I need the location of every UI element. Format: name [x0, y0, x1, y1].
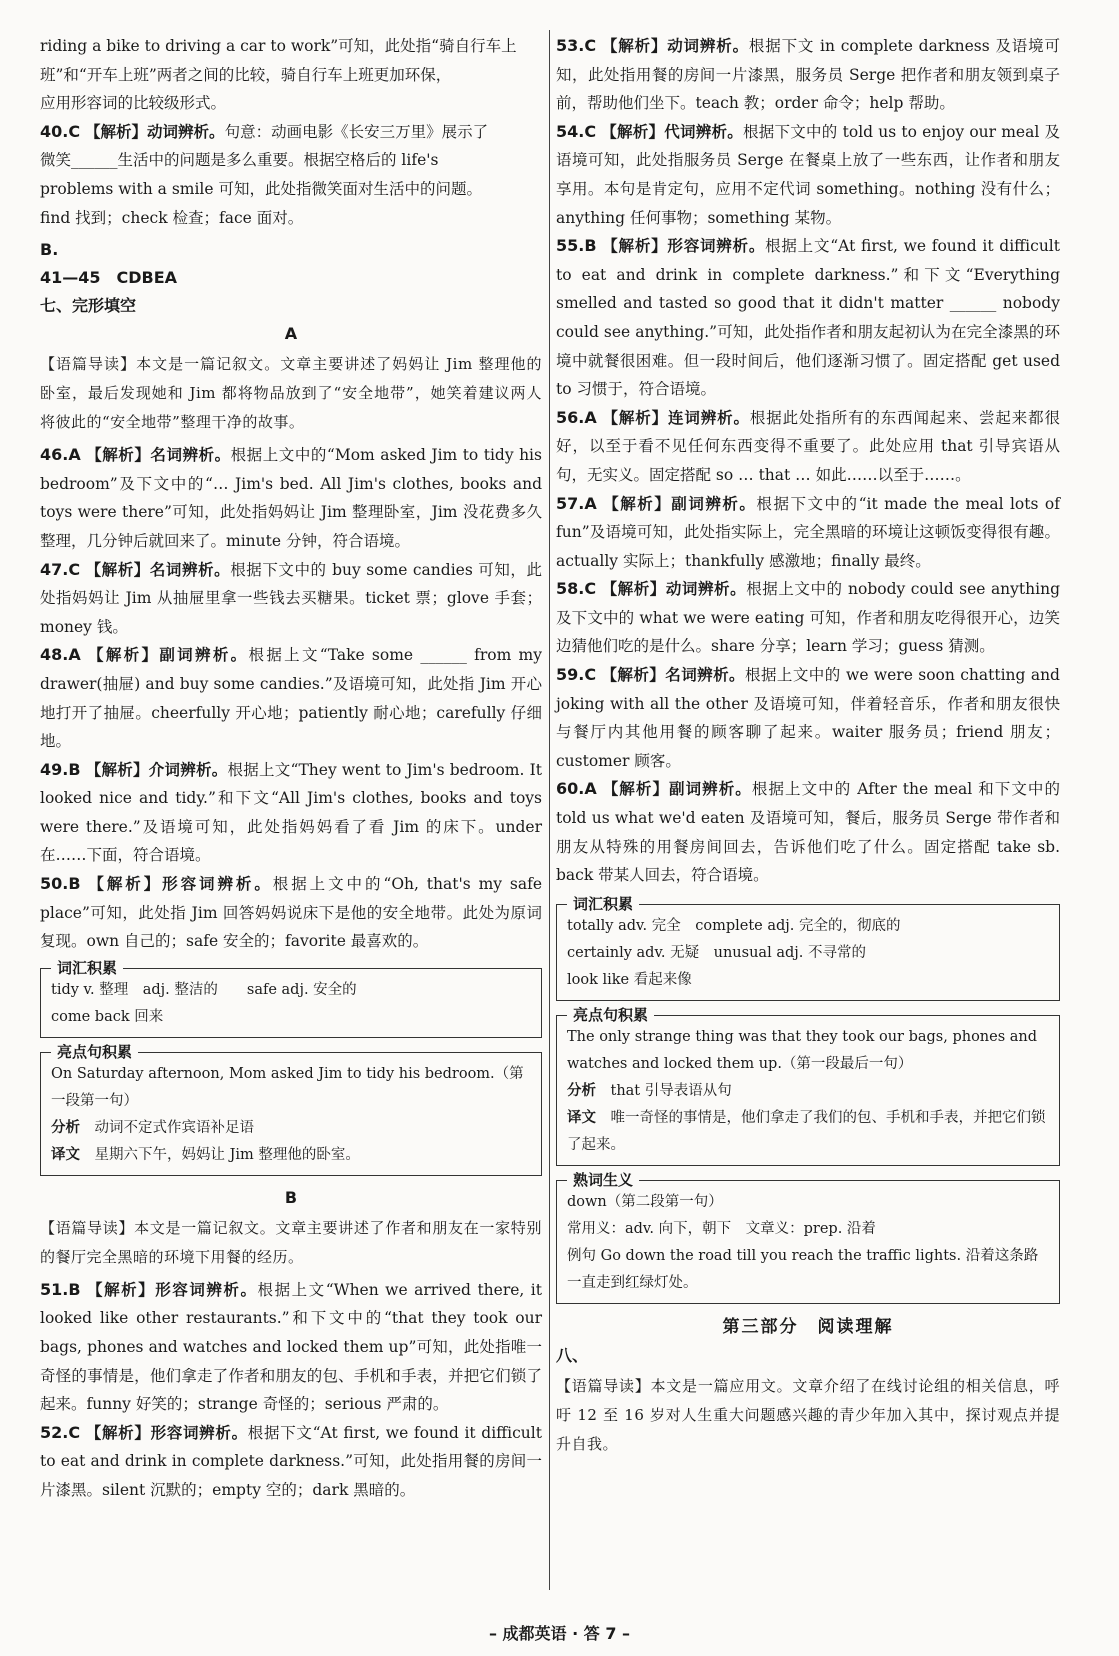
analysis-type: 形容词辨析。 — [150, 1423, 248, 1442]
answer-number: 57.A — [556, 493, 597, 513]
vocab-row: tidy v. 整理 adj. 整洁的 safe adj. 安全的 — [51, 981, 357, 998]
passage-a-label: A — [284, 324, 298, 344]
answer-item-53 — [556, 32, 1060, 118]
translation-label: 译文 — [567, 1109, 596, 1126]
answer-number: 56.A — [556, 407, 597, 427]
answer-item-47 — [40, 556, 542, 642]
word-row: 例句 Go down the road till you reach the traffic lights. 沿着这条路一直走到红绿灯处。 — [567, 1247, 1039, 1291]
analysis-tag: 【解析】 — [602, 408, 669, 427]
analysis-type: 形容词辨析。 — [162, 875, 273, 894]
analysis-type: 副词辨析。 — [159, 646, 249, 665]
analysis-tag: 【解析】 — [85, 122, 148, 141]
answer-number: 58.C — [556, 579, 597, 599]
analysis-text: 根据上文“At first, we found it difficult to eat and drink in complete darkness.”和下文“Everything smelled and tasted so good that it didn't matter ______ nobody could see anything.”可知，此处指作者和朋友起初认为在完全漆黑的环境中就餐很困难。但一段时间后，他们逐渐习惯了。固定搭配 get used to 习惯于，符合语境。 — [556, 237, 1060, 399]
passage-a-guide: 【语篇导读】本文是一篇记叙文。文章主要讲述了妈妈让 Jim 整理他的卧室，最后发现她和 Jim 都将物品放到了“安全地带”，她笑着建议两人将彼此的“安全地带”整理干净的故事。 — [40, 355, 542, 432]
section-8-guide: 【语篇导读】本文是一篇应用文。文章介绍了在线讨论组的相关信息，呼吁 12 至 16 岁对人生重大问题感兴趣的青少年加入其中，探讨观点并提升自我。 — [556, 1376, 1060, 1453]
analysis-tag: 【解析】 — [601, 666, 666, 685]
word-row: down（第二段第一句） — [567, 1193, 723, 1210]
answer-number: 59.C — [556, 665, 597, 685]
analysis-type: 名词辨析。 — [149, 560, 231, 579]
analysis-text: 根据此处指所有的东西闻起来、尝起来都很好，以至于看不见任何东西变得不重要了。此处应用 that 引导宾语从句，无实义。固定搭配 so … that … 如此……以至于……。 — [556, 408, 1060, 484]
analysis-tag: 【解析】 — [602, 237, 668, 256]
analysis-text: 微笑______生活中的问题是多么重要。根据空格后的 life's — [40, 151, 439, 170]
analysis-text: 根据下文中的 buy some candies 可知，此处指妈妈让 Jim 从抽屉里拿一些钱去买糖果。ticket 票；glove 手套；money 钱。 — [40, 560, 542, 636]
analysis-type: 形容词辨析。 — [155, 1280, 258, 1299]
analysis-label: 分析 — [567, 1082, 596, 1099]
analysis-text: 根据上文“They went to Jim's bedroom. It looked nice and tidy.”和下文“All Jim's clothes, books and toys were there.”及语境可知，此处指妈妈看了看 Jim 的床下。under 在……下面，符合语境。 — [40, 760, 542, 865]
sentence-box-a — [40, 1042, 542, 1176]
analysis-text: 根据下文中的 told us to enjoy our meal 及语境可知，此处指服务员 Serge 在餐桌上放了一些东西，让作者和朋友享用。本句是肯定句，应用不定代词 something。nothing 没有什么；anything 任何事物；something 某物。 — [556, 122, 1060, 227]
analysis-note: 动词不定式作宾语补足语 — [94, 1119, 254, 1136]
translation-text: 星期六下午，妈妈让 Jim 整理他的卧室。 — [94, 1146, 360, 1163]
column-divider — [549, 30, 550, 1590]
analysis-tag: 【解析】 — [86, 446, 151, 465]
intro-line: 应用形容词的比较级形式。 — [40, 94, 227, 113]
analysis-text: 根据下文 in complete darkness 及语境可知，此处指用餐的房间一片漆黑，服务员 Serge 把作者和朋友领到桌子前，帮助他们坐下。teach 教；order 命令；help 帮助。 — [556, 37, 1060, 113]
analysis-text: 根据上文中的 nobody could see anything 及下文中的 what we were eating 可知，作者和朋友吃得很开心，边笑边猜他们吃的是什么。share 分享；learn 学习；guess 猜测。 — [556, 580, 1060, 656]
highlight-sentence: The only strange thing was that they took our bags, phones and watches and locked them up.（第一段最后一句） — [567, 1028, 1038, 1072]
answer-item-55 — [556, 232, 1060, 404]
analysis-tag: 【解析】 — [85, 1423, 151, 1442]
analysis-text: find 找到；check 检查；face 面对。 — [40, 208, 304, 227]
analysis-text: 根据上文中的 After the meal 和下文中的 told us what we'd eaten 及语境可知，餐后，服务员 Serge 带作者和朋友从特殊的用餐房间回去，告诉他们吃了什么。固定搭配 take sb. back 带某人回去，符合语境。 — [556, 780, 1060, 885]
answer-item-58 — [556, 575, 1060, 661]
analysis-tag: 【解析】 — [601, 580, 666, 599]
analysis-text: problems with a smile 可知，此处指微笑面对生活中的问题。 — [40, 179, 482, 198]
answers-41-45: 41—45 CDBEA — [40, 268, 178, 288]
translation-text: 唯一奇怪的事情是，他们拿走了我们的包、手机和手表，并把它们锁了起来。 — [567, 1109, 1046, 1153]
analysis-text: 根据上文中的“Oh, that's my safe place”可知，此处指 Jim 回答妈妈说床下是他的安全地带。此处为原词复现。own 自己的；safe 安全的；favorite 最喜欢的。 — [40, 875, 542, 951]
answer-number: 40.C — [40, 121, 81, 141]
answer-number: 51.B — [40, 1279, 81, 1299]
analysis-type: 动词辨析。 — [667, 37, 749, 55]
answer-item-52 — [40, 1419, 542, 1505]
analysis-text: 句意：动画电影《长安三万里》展示了 — [224, 122, 489, 141]
answer-number: 47.C — [40, 559, 81, 579]
analysis-text: 根据上文“Take some ______ from my drawer(抽屉) and buy some candies.”及语境可知，此处指 Jim 开心地打开了抽屉。cheerfully 开心地；patiently 耐心地；carefully 仔细地。 — [40, 646, 542, 751]
analysis-type: 名词辨析。 — [150, 446, 231, 465]
answer-item-60 — [556, 775, 1060, 889]
answer-number: 48.A — [40, 645, 81, 665]
analysis-tag: 【解析】 — [601, 122, 665, 141]
analysis-type: 副词辨析。 — [669, 780, 752, 799]
answer-item-50 — [40, 870, 542, 956]
analysis-type: 名词辨析。 — [665, 666, 745, 685]
analysis-type: 动词辨析。 — [147, 122, 225, 141]
page-footer: – 成都英语 · 答 7 – — [488, 1624, 631, 1643]
section-7-title: 七、完形填空 — [40, 296, 137, 316]
answer-number: 54.C — [556, 121, 597, 141]
answer-number: 53.C — [556, 36, 597, 55]
answer-number: 52.C — [40, 1422, 81, 1442]
answer-number: 46.A — [40, 445, 81, 465]
analysis-type: 连词辨析。 — [668, 408, 750, 427]
word-meaning-box — [556, 1170, 1060, 1304]
word-row: 常用义：adv. 向下，朝下 文章义：prep. 沿着 — [567, 1220, 876, 1237]
analysis-tag: 【解析】 — [85, 560, 150, 579]
box-title: 词汇积累 — [567, 894, 639, 914]
highlight-sentence: On Saturday afternoon, Mom asked Jim to tidy his bedroom.（第一段第一句） — [51, 1065, 524, 1109]
analysis-label: 分析 — [51, 1119, 80, 1136]
passage-b-label: B — [284, 1187, 298, 1207]
box-title: 亮点句积累 — [567, 1005, 654, 1025]
answer-item-57 — [556, 490, 1060, 576]
analysis-text: 根据上文“When we arrived there, it looked like other restaurants.”和下文中的“that they took our bags, phones and watches and locked them up”可知，此处指唯一奇怪的事情是，他们拿走了作者和朋友的包、手机和手表，并把它们锁了起来。funny 好笑的；strange 奇怪的；serious 严肃的。 — [40, 1280, 542, 1414]
answer-number: 60.A — [556, 779, 597, 799]
answer-item-40 — [40, 118, 542, 232]
answer-item-49 — [40, 756, 542, 870]
analysis-type: 动词辨析。 — [665, 580, 747, 599]
analysis-type: 介词辨析。 — [148, 760, 228, 779]
answer-item-51 — [40, 1276, 542, 1419]
answer-number: 50.B — [40, 874, 81, 894]
answer-item-56 — [556, 404, 1060, 490]
answer-item-54 — [556, 118, 1060, 232]
analysis-text: 根据上文中的“Mom asked Jim to tidy his bedroom”及下文中的“… Jim's bed. All Jim's clothes, books and toys were there”可知，此处指妈妈让 Jim 整理卧室，Jim 没花费多久整理，几分钟后就回来了。minute 分钟，符合语境。 — [40, 446, 542, 550]
vocab-box-b — [556, 894, 1060, 1001]
analysis-note: that 引导表语从句 — [610, 1082, 732, 1099]
vocab-row: totally adv. 完全 complete adj. 完全的，彻底的 — [567, 917, 901, 934]
box-title: 熟词生义 — [567, 1170, 639, 1190]
analysis-tag: 【解析】 — [87, 1280, 156, 1299]
translation-label: 译文 — [51, 1146, 80, 1163]
vocab-row: certainly adv. 无疑 unusual adj. 不寻常的 — [567, 944, 866, 961]
part-3-title: 第三部分 阅读理解 — [722, 1316, 894, 1337]
analysis-type: 代词辨析。 — [664, 122, 743, 141]
part-b-label: B. — [40, 240, 59, 260]
analysis-tag: 【解析】 — [602, 780, 670, 799]
analysis-text: 根据下文中的“it made the meal lots of fun”及语境可知，此处指实际上，完全黑暗的环境让这顿饭变得很有趣。actually 实际上；thankfully 感激地；finally 最终。 — [556, 494, 1060, 570]
answer-number: 49.B — [40, 759, 81, 779]
intro-line: 班”和“开车上班”两者之间的比较，骑自行车上班更加环保， — [40, 65, 452, 84]
answer-item-46 — [40, 441, 542, 555]
answer-item-48 — [40, 641, 542, 755]
box-title: 亮点句积累 — [51, 1042, 138, 1062]
right-column — [556, 32, 1060, 1463]
analysis-tag: 【解析】 — [601, 37, 668, 55]
box-title: 词汇积累 — [51, 958, 123, 978]
analysis-text: 根据上文中的 we were soon chatting and joking with all the other 及语境可知，伴着轻音乐，作者和朋友很快与餐厅内其他用餐的顾客聊了起来。waiter 服务员；friend 朋友；customer 顾客。 — [556, 666, 1060, 770]
answer-item-59 — [556, 661, 1060, 775]
passage-b-guide: 【语篇导读】本文是一篇记叙文。文章主要讲述了作者和朋友在一家特别的餐厅完全黑暗的环境下用餐的经历。 — [40, 1218, 542, 1266]
analysis-tag: 【解析】 — [88, 646, 160, 665]
analysis-type: 副词辨析。 — [671, 494, 757, 513]
analysis-tag: 【解析】 — [88, 875, 163, 894]
analysis-type: 形容词辨析。 — [667, 237, 766, 256]
analysis-tag: 【解析】 — [85, 760, 149, 779]
vocab-row: look like 看起来像 — [567, 971, 692, 988]
vocab-row: come back 回来 — [51, 1008, 164, 1025]
left-column — [40, 32, 542, 1505]
analysis-text: 根据下文“At first, we found it difficult to eat and drink in complete darkness.”可知，此处指用餐的房间一片漆黑。silent 沉默的；empty 空的；dark 黑暗的。 — [40, 1423, 542, 1499]
sentence-box-b — [556, 1005, 1060, 1166]
intro-line: riding a bike to driving a car to work”可知，此处指“骑自行车上 — [40, 37, 517, 55]
analysis-tag: 【解析】 — [603, 494, 672, 513]
section-8-label: 八、 — [556, 1345, 589, 1365]
answer-number: 55.B — [556, 236, 597, 256]
vocab-box-a — [40, 958, 542, 1038]
